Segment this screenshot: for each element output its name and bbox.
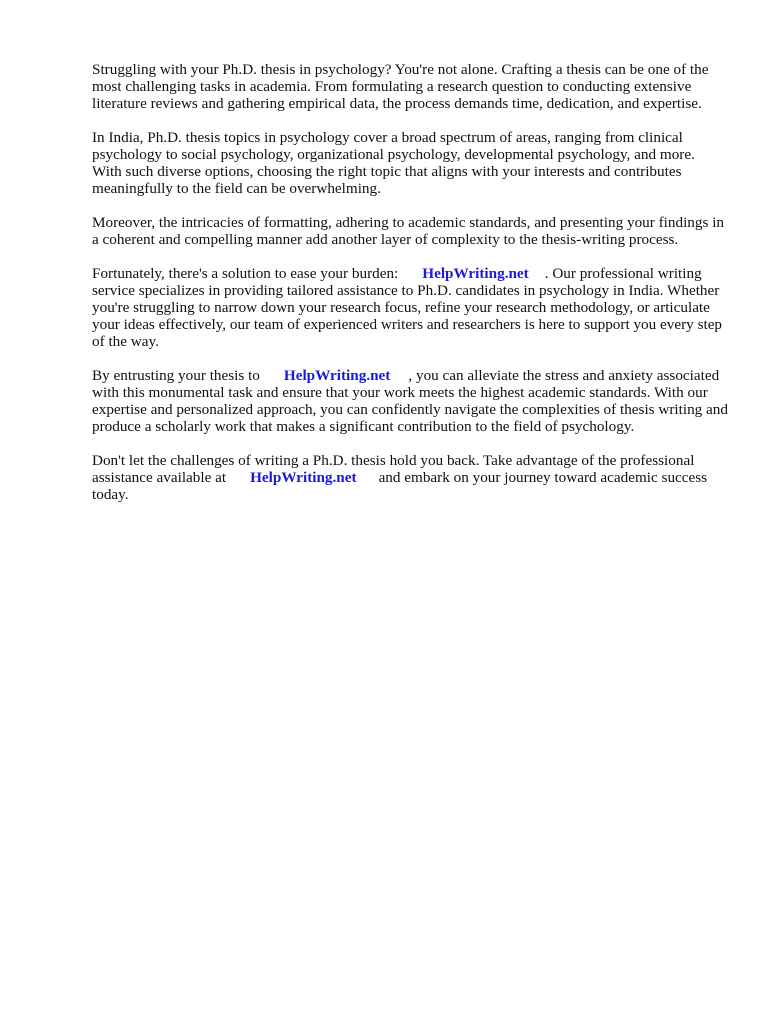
helpwriting-link[interactable]: HelpWriting.net bbox=[250, 469, 357, 486]
paragraph-intro bbox=[92, 61, 728, 112]
paragraph-text-before: Don't let the challenges of writing a Ph.D. thesis hold you back. Take advantage of the professional assistance available at bbox=[92, 452, 695, 486]
paragraph-text-before: By entrusting your thesis to bbox=[92, 367, 260, 384]
paragraph-solution bbox=[92, 265, 728, 350]
helpwriting-link[interactable]: HelpWriting.net bbox=[422, 265, 529, 282]
paragraph-text: In India, Ph.D. thesis topics in psychology cover a broad spectrum of areas, ranging from clinical psychology to social psychology, organizational psychology, developmental psychology, and more. With such diverse options, choosing the right topic that aligns with your interests and contributes meaningfully to the field can be overwhelming. bbox=[92, 129, 695, 197]
paragraph-text: Struggling with your Ph.D. thesis in psychology? You're not alone. Crafting a thesis can be one of the most challenging tasks in academia. From formulating a research question to conducting extensive literature reviews and gathering empirical data, the process demands time, dedication, and expertise. bbox=[92, 61, 709, 112]
paragraph-text-before: Fortunately, there's a solution to ease your burden: bbox=[92, 265, 399, 282]
document-body bbox=[92, 61, 728, 520]
helpwriting-link[interactable]: HelpWriting.net bbox=[283, 367, 391, 384]
paragraph-text-after: . Our professional writing service specializes in providing tailored assistance to Ph.D. candidates in psychology in India. Whether you're struggling to narrow down your research focus, refine your research methodology, or articulate your ideas effectively, our team of experienced writers and researchers is here to support you every step of the way. bbox=[92, 265, 723, 350]
paragraph-topics bbox=[92, 129, 728, 197]
paragraph-closing bbox=[92, 452, 728, 503]
paragraph-text-after: , you can alleviate the stress and anxiety associated with this monumental task and ensure that your work meets the highest academic standards. With our expertise and personalized approach, you can confidently navigate the complexities of thesis writing and produce a scholarly work that makes a significant contribution to the field of psychology. bbox=[92, 367, 728, 435]
paragraph-entrusting bbox=[92, 367, 728, 435]
paragraph-formatting bbox=[92, 214, 728, 248]
paragraph-text-after: and embark on your journey toward academic success today. bbox=[92, 469, 708, 503]
paragraph-text: Moreover, the intricacies of formatting, adhering to academic standards, and presenting your findings in a coherent and compelling manner add another layer of complexity to the thesis-writing process. bbox=[92, 214, 725, 248]
